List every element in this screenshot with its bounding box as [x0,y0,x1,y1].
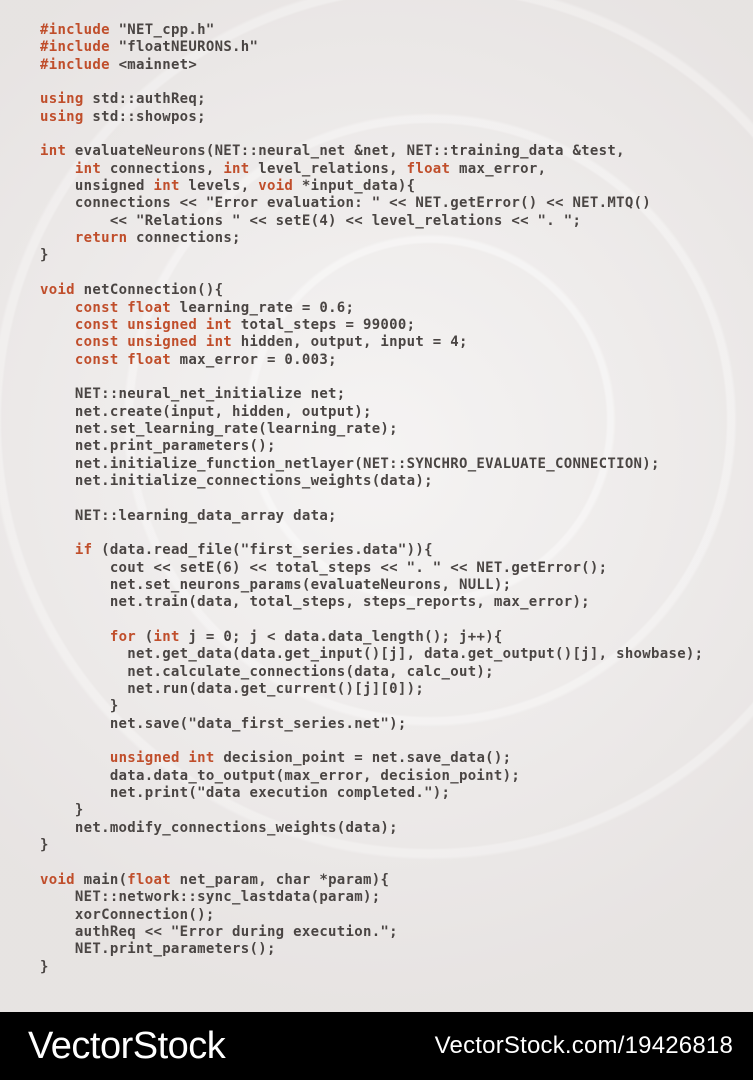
code-keyword: const float [74,299,171,316]
code-text: total_steps = 99000; [232,316,416,333]
code-line [40,91,703,108]
code-line [40,334,703,351]
code-text: net.modify_connections_weights(data); [40,819,398,836]
code-text: main( [74,871,128,888]
code-line [40,369,703,386]
code-text: NET.print_parameters(); [40,941,276,958]
code-line [40,282,703,299]
code-keyword: #include [40,22,110,38]
code-line [40,941,703,958]
code-text [40,352,75,368]
code-line [40,126,703,143]
code-text: net.get_data(data.get_input()[j], data.get_output()[j], showbase); [40,646,704,663]
code-text: net.initialize_function_netlayer(NET::SYNCHRO_EVALUATE_CONNECTION); [40,455,660,472]
code-text: unsigned [40,178,154,195]
code-text: net.create(input, hidden, output); [40,403,372,420]
code-text: NET::network::sync_lastdata(param); [40,889,381,906]
code-text: NET::neural_net_initialize net; [40,386,346,403]
code-keyword: int [153,629,180,646]
code-line [40,577,703,594]
code-line [40,560,703,577]
code-text: std::authReq; [83,91,206,108]
code-keyword: #include [40,56,110,73]
code-text: net_param, char *param){ [170,871,390,888]
code-text: } [40,247,49,264]
code-line [40,230,703,247]
code-text: } [40,837,49,854]
code-text: authReq << "Error during execution."; [40,923,398,940]
code-keyword: void [40,282,75,299]
code-text: net.train(data, total_steps, steps_reports, max_error); [40,594,590,611]
code-text: "NET_cpp.h" [109,22,215,38]
code-line [40,508,703,525]
code-line [40,924,703,941]
code-text: net.calculate_connections(data, calc_out); [40,663,494,680]
code-keyword: #include [40,39,110,56]
code-keyword: return [74,230,128,247]
code-line [40,837,703,854]
code-text: learning_rate = 0.6; [170,299,355,316]
code-text: xorConnection(); [40,906,215,923]
code-line [40,907,703,924]
code-text: *input_data){ [293,178,416,195]
code-line [40,404,703,421]
code-keyword: const unsigned int [74,316,233,333]
code-text: j = 0; j < data.data_length(); j++){ [179,629,503,646]
code-text: hidden, output, input = 4; [232,334,468,351]
code-line [40,872,703,889]
code-line [40,681,703,698]
code-line [40,386,703,403]
code-line [40,490,703,507]
code-text: net.set_neurons_params(evaluateNeurons, NULL); [40,577,512,593]
code-text: << "Relations " << setE(4) << level_relations << ". "; [40,212,582,229]
code-line [40,22,703,39]
code-line [40,74,703,91]
code-text: connections; [127,230,241,247]
code-line [40,594,703,611]
code-text [40,161,75,177]
code-text: } [40,698,119,715]
watermark-bar [0,1012,753,1080]
code-text: } [40,802,84,819]
code-keyword: int [153,178,180,195]
code-line [40,213,703,230]
code-line [40,473,703,490]
code-line [40,664,703,681]
code-line [40,802,703,819]
code-keyword: if [74,542,93,559]
code-text: net.run(data.get_current()[j][0]); [40,681,425,698]
code-line [40,317,703,334]
code-line [40,39,703,56]
code-line [40,785,703,802]
code-text: netConnection(){ [74,282,224,299]
code-text: cout << setE(6) << total_steps << ". " << NET.getError(); [40,559,608,576]
code-line [40,178,703,195]
code-keyword: int [223,160,250,177]
code-text [40,629,110,645]
code-text: data.data_to_output(max_error, decision_point); [40,767,521,784]
code-text: "floatNEURONS.h" [109,39,259,56]
code-listing [40,22,703,976]
code-text: net.save("data_first_series.net"); [40,715,407,732]
code-text [40,334,75,350]
code-line [40,109,703,126]
code-text: levels, [179,178,259,195]
code-line [40,525,703,542]
code-text [40,542,75,558]
code-line [40,352,703,369]
code-line [40,889,703,906]
code-line [40,716,703,733]
code-line [40,733,703,750]
code-text [40,317,75,333]
code-line [40,698,703,715]
code-line [40,612,703,629]
code-text: max_error, [450,160,547,177]
code-text: decision_point = net.save_data(); [214,750,512,767]
code-text: } [40,958,49,975]
code-keyword: void [40,871,75,888]
code-line [40,855,703,872]
code-keyword: unsigned int [109,750,215,767]
code-text: net.print_parameters(); [40,438,276,455]
code-line [40,646,703,663]
code-keyword: float [406,160,451,177]
code-text: level_relations, [249,160,407,177]
vectorstock-url: VectorStock.com/19426818 [434,1032,733,1059]
code-line [40,247,703,264]
code-line [40,456,703,473]
code-keyword: int [74,160,102,177]
code-line [40,629,703,646]
code-text: max_error = 0.003; [170,351,337,368]
code-keyword: float [127,871,171,888]
code-text: NET::learning_data_array data; [40,507,337,524]
code-text [40,300,75,316]
code-line [40,421,703,438]
code-text: net.initialize_connections_weights(data); [40,472,433,489]
code-keyword: using [40,91,84,108]
code-line [40,542,703,559]
code-text: evaluateNeurons(NET::neural_net &net, NET::training_data &test, [66,143,625,160]
code-keyword: const unsigned int [74,334,233,351]
code-keyword: int [40,143,67,160]
code-text: <mainnet> [109,56,198,73]
code-line [40,438,703,455]
code-line [40,768,703,785]
vectorstock-logo: VectorStock [28,1024,226,1067]
code-line [40,300,703,317]
code-text: net.print("data execution completed."); [40,785,451,802]
code-text [40,750,110,766]
code-keyword: void [258,178,294,195]
code-text [40,230,75,246]
code-line [40,750,703,767]
code-text: net.set_learning_rate(learning_rate); [40,420,398,437]
code-line [40,57,703,74]
code-line [40,143,703,160]
code-text: connections, [101,160,224,177]
code-line [40,195,703,212]
code-line [40,161,703,178]
code-line [40,265,703,282]
code-text: std::showpos; [83,108,206,125]
code-text: ( [136,629,154,646]
code-keyword: for [109,629,137,646]
code-line [40,959,703,976]
code-keyword: const float [74,351,171,368]
code-text: (data.read_file("first_series.data")){ [92,542,433,559]
code-line [40,820,703,837]
code-keyword: using [40,108,84,125]
code-text: connections << "Error evaluation: " << NET.getError() << NET.MTQ() [40,195,652,212]
